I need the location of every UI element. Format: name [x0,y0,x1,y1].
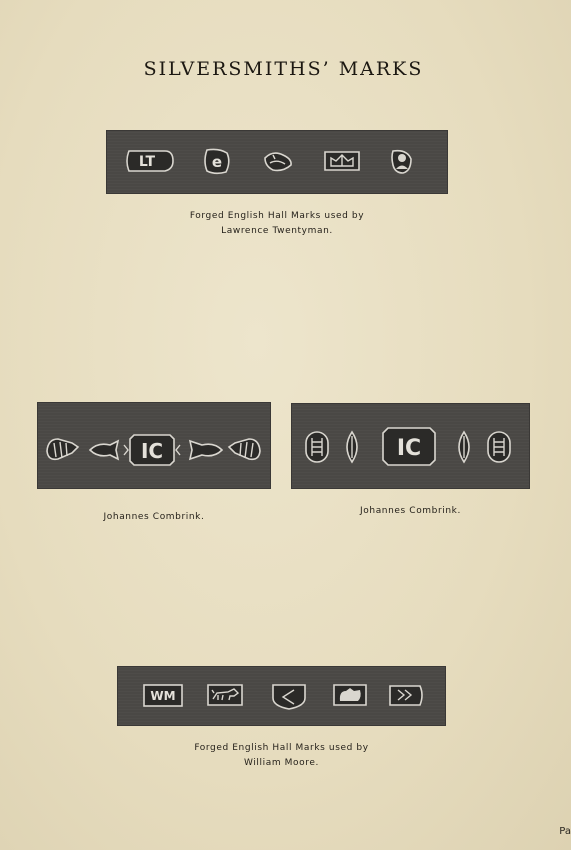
caption-moore [118,741,445,771]
leopard-head-mark [334,685,366,705]
shield-mark [273,685,305,709]
shell-mark-left [47,439,78,459]
leaf-mark-right [459,432,469,462]
caption-moore-line1: Forged English Hall Marks used by [194,743,369,753]
caption-twentyman-line2: Lawrence Twentyman. [221,226,333,236]
maker-mark-ic-left-text: IC [140,439,164,463]
date-letter-text: e [211,153,223,171]
maker-mark-wm [144,685,182,706]
bird-mark [265,153,291,170]
maker-mark-ic-right-text: IC [396,436,422,461]
caption-combrink-left: Johannes Combrink. [103,512,205,522]
hallmark-plate-combrink-right [292,404,529,488]
caption-moore-line2: William Moore. [244,758,319,768]
page-corner-label: Pa [559,826,571,837]
maker-mark-lt-text: LT [138,154,156,170]
maker-mark-lt [127,151,173,171]
hallmark-plate-moore [118,667,445,725]
maker-mark-wm-text: WM [150,689,176,703]
lion-passant-mark [208,685,242,705]
hallmark-strip-combrink-left [38,403,270,488]
leaf-mark-left [347,432,357,462]
shell-mark-right [229,439,260,459]
hallmark-strip-twentyman [107,131,447,193]
fish-mark-left [90,441,118,459]
ladder-mark-left [306,432,328,462]
sovereign-head-mark [392,151,411,173]
castle-mark [325,152,359,170]
scroll-ornament-right [176,445,180,455]
caption-twentyman [107,209,447,239]
hallmark-strip-combrink-right [292,404,529,488]
page-title: SILVERSMITHS’ MARKS [143,58,424,80]
date-letter-mark [205,149,229,173]
arrow-shield-mark [390,686,422,705]
hallmark-strip-moore [118,667,445,725]
caption-twentyman-line1: Forged English Hall Marks used by [189,211,365,221]
hallmark-plate-twentyman [107,131,447,193]
ladder-mark-right [488,432,510,462]
caption-combrink-right: Johannes Combrink. [360,506,461,516]
scroll-ornament-left [124,445,128,455]
maker-mark-ic-right [383,428,435,465]
fish-mark-right [190,441,222,459]
maker-mark-ic-left [130,435,174,465]
hallmark-plate-combrink-left [38,403,270,488]
